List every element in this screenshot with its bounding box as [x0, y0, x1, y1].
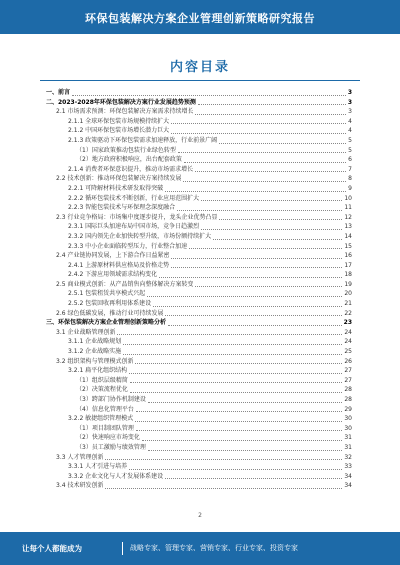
toc-entry[interactable]: [46, 414, 352, 424]
toc-entry-title: （2）地方政府积极响应，出台配套政策: [76, 156, 182, 164]
toc-leader-dots: [105, 488, 342, 489]
toc-leader-dots: [72, 95, 346, 96]
toc-entry-title: 三、环保包装解决方案企业管理创新策略分析: [46, 319, 167, 327]
toc-entry-page: 31: [344, 443, 352, 451]
toc-entry-title: 2.5.1 包装租赁共享模式兴起: [68, 290, 146, 298]
toc-entry[interactable]: [46, 443, 352, 453]
toc-entry-title: 2.3.3 中小企业面临转型压力，行业整合加速: [68, 242, 188, 250]
toc-entry-title: 2.1.1 全球环保包装市场规模持续扩大: [68, 117, 170, 125]
toc-entry-page: 26: [344, 357, 352, 365]
footer-slogan: 让每个人都能成为: [22, 544, 82, 553]
toc-entry-title: 2.2.2 循环包装技术不断创新，行业应用范围扩大: [68, 194, 200, 202]
page-number: 2: [198, 512, 202, 519]
toc-entry[interactable]: [46, 481, 352, 491]
toc-entry-page: 23: [343, 319, 352, 327]
toc-leader-dots: [135, 421, 342, 422]
toc-leader-dots: [165, 478, 342, 479]
toc-entry[interactable]: [46, 299, 352, 309]
toc-entry-page: 11: [344, 204, 352, 212]
toc-entry-title: 2.1.2 中国环保包装市场增长潜力巨大: [68, 127, 170, 135]
toc-leader-dots: [105, 459, 342, 460]
toc-entry[interactable]: [46, 222, 352, 232]
toc-leader-dots: [165, 315, 342, 316]
toc-entry-title: （3）员工激励与绩效管理: [76, 443, 146, 451]
toc-entry[interactable]: [46, 146, 352, 156]
toc-entry[interactable]: [46, 184, 352, 194]
toc-entry-title: 3.2 组织架构与管理模式创新: [56, 357, 134, 365]
toc-leader-dots: [201, 200, 342, 201]
report-footer: [0, 532, 400, 565]
toc-leader-dots: [165, 191, 346, 192]
toc-entry-page: 12: [344, 213, 352, 221]
toc-leader-dots: [171, 133, 346, 134]
toc-entry-title: 3.1.1 企业战略规划: [68, 338, 122, 346]
toc-entry[interactable]: [46, 433, 352, 443]
toc-entry-title: 3.1 企业战略管理创新: [56, 328, 116, 336]
toc-entry-title: 2.4.1 上游原材料供应格局及价格走势: [68, 261, 170, 269]
toc-entry[interactable]: [46, 136, 352, 146]
toc-entry-page: 8: [348, 175, 352, 183]
toc-entry-page: 20: [344, 290, 352, 298]
toc-entry[interactable]: [46, 424, 352, 434]
toc-entry[interactable]: [46, 213, 352, 223]
toc-entry-title: 2.2 技术创新：推动环保包装解决方案持续发展: [56, 175, 182, 183]
toc-entry[interactable]: [46, 309, 352, 319]
toc-leader-dots: [171, 258, 342, 259]
toc-entry-page: 31: [344, 434, 352, 442]
toc-entry-page: 9: [348, 184, 352, 192]
toc-entry-title: （1）国家政策推动包装行业绿色转型: [76, 146, 176, 154]
toc-entry-title: 3.3.2 企业文化与人才发展体系建设: [68, 472, 164, 480]
toc-entry-title: 3.2.1 扁平化组织结构: [68, 367, 128, 375]
toc-leader-dots: [168, 325, 342, 326]
toc-leader-dots: [142, 440, 343, 441]
toc-entry-page: 22: [344, 309, 352, 317]
toc-entry-title: （4）信息化管理平台: [76, 405, 134, 413]
toc-entry-page: 25: [344, 348, 352, 356]
toc-leader-dots: [171, 123, 346, 124]
toc-entry[interactable]: [46, 270, 352, 280]
toc-entry-page: 13: [344, 223, 352, 231]
toc-entry[interactable]: [46, 165, 352, 175]
toc-leader-dots: [123, 344, 342, 345]
toc-entry[interactable]: [46, 251, 352, 261]
toc-entry-page: 18: [344, 271, 352, 279]
toc-entry[interactable]: [46, 472, 352, 482]
toc-entry-title: 3.1.2 企业战略实施: [68, 348, 122, 356]
toc-entry-title: （2）快速响应市场变化: [76, 434, 140, 442]
toc-entry[interactable]: [46, 126, 352, 136]
toc-leader-dots: [123, 354, 342, 355]
toc-entry-page: 27: [344, 376, 352, 384]
toc-leader-dots: [183, 181, 346, 182]
toc-entry[interactable]: [46, 453, 352, 463]
toc-entry-page: 30: [344, 424, 352, 432]
toc-entry-title: 2.3.1 国际巨头加速布局中国市场，竞争日趋激烈: [68, 223, 200, 231]
toc-entry[interactable]: [46, 194, 352, 204]
toc-leader-dots: [117, 334, 342, 335]
toc-entry-title: 2.5 商业模式创新：从产品销售向整体解决方案转变: [56, 280, 194, 288]
toc-entry-page: 34: [344, 472, 352, 480]
toc-entry-page: 6: [348, 156, 352, 164]
toc-leader-dots: [219, 219, 342, 220]
toc-entry-title: （1）项目制团队管理: [76, 424, 134, 432]
toc-entry-title: 二、2023-2028年环保包装解决方案行业发展趋势预测: [46, 98, 196, 106]
toc-entry-page: 32: [344, 453, 352, 461]
toc-entry[interactable]: [46, 88, 352, 98]
toc-entry[interactable]: [46, 395, 352, 405]
toc-entry-page: 4: [348, 117, 352, 125]
toc-leader-dots: [201, 229, 342, 230]
toc-entry[interactable]: [46, 98, 352, 108]
toc-entry-page: 27: [344, 367, 352, 375]
toc-entry-page: 33: [344, 463, 352, 471]
toc-leader-dots: [184, 162, 346, 163]
toc-entry-title: 2.2.3 智能包装技术与环保理念深度融合: [68, 204, 176, 212]
toc-leader-dots: [135, 363, 342, 364]
toc-leader-dots: [148, 402, 343, 403]
toc-entry-page: 10: [344, 194, 352, 202]
table-of-contents: [46, 88, 352, 491]
toc-entry-title: 3.3 人才管理创新: [56, 453, 104, 461]
toc-entry-title: 3.2.2 敏捷组织管理模式: [68, 415, 134, 423]
toc-leader-dots: [130, 382, 343, 383]
toc-entry-title: 2.1.4 消费者环保意识提升，推动市场需求增长: [68, 165, 194, 173]
toc-entry-page: 19: [344, 280, 352, 288]
toc-entry-page: 28: [344, 396, 352, 403]
toc-entry[interactable]: [46, 347, 352, 357]
toc-entry-page: 14: [344, 232, 352, 240]
toc-entry-title: 2.4.2 下游应用领域需求结构变化: [68, 271, 158, 279]
footer-divider: [122, 542, 123, 555]
toc-leader-dots: [153, 306, 342, 307]
toc-entry[interactable]: [46, 155, 352, 165]
report-header: [0, 0, 400, 34]
toc-entry[interactable]: [46, 289, 352, 299]
toc-leader-dots: [219, 143, 346, 144]
toc-entry-title: 2.3 行业竞争格局：市场集中度逐步提升，龙头企业优势凸显: [56, 213, 218, 221]
toc-entry[interactable]: [46, 280, 352, 290]
toc-entry[interactable]: [46, 385, 352, 395]
toc-entry[interactable]: [46, 232, 352, 242]
toc-leader-dots: [147, 296, 342, 297]
toc-entry[interactable]: [46, 117, 352, 127]
toc-leader-dots: [177, 210, 342, 211]
toc-entry-title: 2.1.3 政策驱动下环保包装需求加速释放，行业前景广阔: [68, 136, 218, 144]
toc-entry-title: 2.1 市场需求预测：环保包装解决方案需求持续增长: [56, 108, 194, 116]
toc-entry-page: 21: [344, 300, 352, 308]
toc-leader-dots: [129, 373, 342, 374]
toc-entry-title: （2）决策流程优化: [76, 386, 128, 394]
toc-entry[interactable]: [46, 357, 352, 367]
toc-entry-page: 7: [348, 165, 352, 173]
toc-entry-page: 24: [344, 328, 352, 336]
toc-entry[interactable]: [46, 337, 352, 347]
toc-heading: 内容目录: [169, 60, 230, 75]
toc-entry-title: 2.2.1 可降解材料技术研发取得突破: [68, 184, 164, 192]
toc-entry-page: 30: [344, 415, 352, 423]
toc-entry[interactable]: [46, 318, 352, 328]
toc-leader-dots: [213, 239, 342, 240]
toc-leader-dots: [130, 392, 343, 393]
toc-entry-page: 5: [348, 136, 352, 144]
toc-entry[interactable]: [46, 328, 352, 338]
toc-entry-title: （3）跨部门协作机制建设: [76, 396, 146, 403]
toc-entry-title: 3.4 技术研发创新: [56, 482, 104, 490]
toc-leader-dots: [148, 450, 343, 451]
toc-entry-page: 3: [347, 98, 352, 106]
toc-entry-title: 2.4 产业链协同发展，上下游合作日益紧密: [56, 252, 170, 260]
toc-entry-page: 15: [344, 242, 352, 250]
toc-divider: [40, 80, 360, 81]
toc-entry-title: 2.6 绿色低碳发展，推动行业可持续发展: [56, 309, 164, 317]
toc-entry[interactable]: [46, 174, 352, 184]
toc-entry-title: 2.3.2 国内领先企业加快转型升级，市场份额持续扩大: [68, 232, 212, 240]
toc-entry-page: 28: [344, 386, 352, 394]
toc-entry-page: 3: [347, 89, 352, 96]
toc-entry[interactable]: [46, 107, 352, 117]
toc-entry[interactable]: [46, 242, 352, 252]
toc-entry[interactable]: [46, 405, 352, 415]
toc-entry[interactable]: [46, 376, 352, 386]
toc-entry-title: 一、前言: [46, 89, 71, 96]
toc-entry-page: 17: [344, 261, 352, 269]
toc-leader-dots: [189, 248, 342, 249]
toc-entry-page: 5: [348, 146, 352, 154]
toc-entry-page: 3: [348, 108, 352, 116]
toc-entry[interactable]: [46, 366, 352, 376]
toc-entry-page: 29: [344, 405, 352, 413]
toc-leader-dots: [136, 430, 343, 431]
toc-leader-dots: [195, 171, 346, 172]
toc-entry-title: 3.3.1 人才引进与培养: [68, 463, 128, 471]
toc-leader-dots: [129, 469, 342, 470]
toc-leader-dots: [159, 277, 342, 278]
toc-entry-page: 4: [348, 127, 352, 135]
toc-leader-dots: [195, 114, 346, 115]
toc-leader-dots: [195, 286, 342, 287]
toc-entry[interactable]: [46, 261, 352, 271]
toc-entry-title: （1）组织层级精简: [76, 376, 128, 384]
toc-entry-page: 24: [344, 338, 352, 346]
footer-tagline: 战略专家、管理专家、营销专家、行业专家、投资专家: [130, 544, 298, 552]
toc-leader-dots: [178, 152, 346, 153]
toc-entry-title: 2.5.2 包装回收再利用体系建设: [68, 300, 152, 308]
toc-entry-page: 34: [344, 482, 352, 490]
toc-entry[interactable]: [46, 462, 352, 472]
toc-leader-dots: [198, 104, 346, 105]
report-title: 环保包装解决方案企业管理创新策略研究报告: [85, 12, 315, 25]
toc-leader-dots: [171, 267, 342, 268]
toc-entry[interactable]: [46, 203, 352, 213]
toc-entry-page: 16: [344, 252, 352, 260]
toc-leader-dots: [136, 411, 343, 412]
